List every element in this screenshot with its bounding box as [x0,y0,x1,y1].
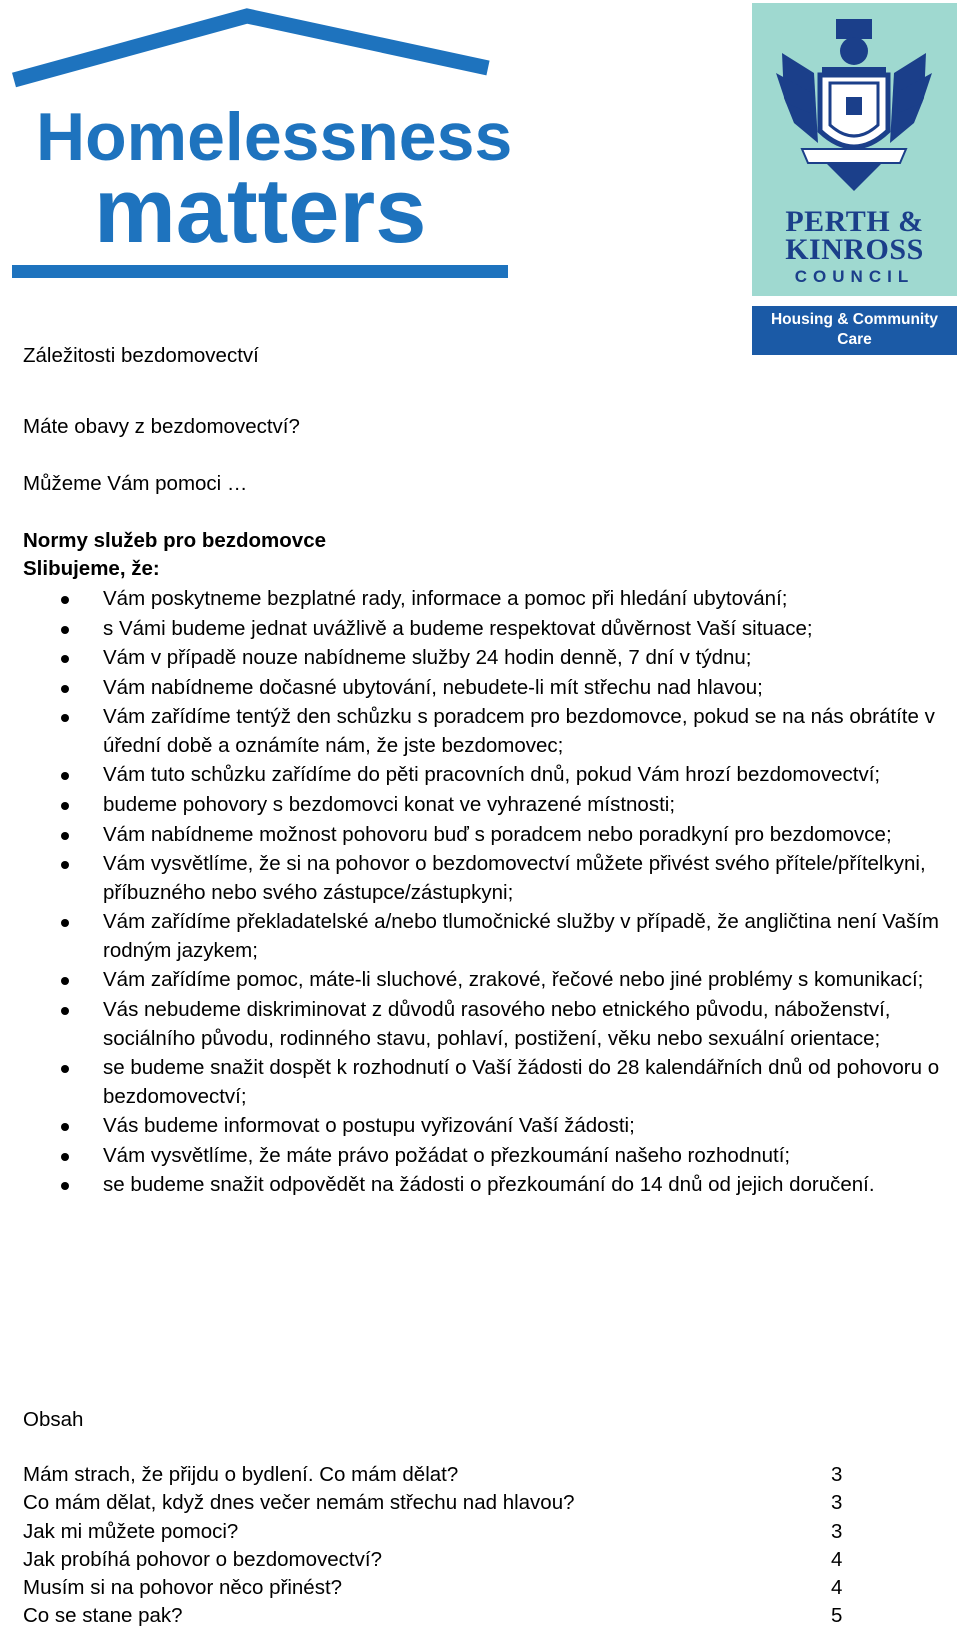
council-logo-panel [752,3,957,296]
toc-entry-page: 5 [831,1604,843,1628]
help-line: Můžeme Vám pomoci … [23,472,248,495]
list-item: Vám nabídneme dočasné ubytování, nebudete-li mít střechu nad hlavou; [0,674,960,703]
bullet-icon [61,655,69,663]
service-standards-title: Normy služeb pro bezdomovce [23,529,327,552]
bullet-icon [61,1153,69,1161]
list-item: Vám v případě nouze nabídneme služby 24 hodin denně, 7 dní v týdnu; [0,644,960,673]
list-item: Vám vysvětlíme, že si na pohovor o bezdomovectví můžete přivést svého přítele/přítelkyni, příbuzného nebo svého zástupce/zástupkyni; [0,850,960,907]
logo-text-homelessness: Homelessness [36,99,513,175]
homelessness-matters-logo [10,8,530,293]
toc-entry-page: 4 [831,1547,843,1571]
list-item: Vám nabídneme možnost pohovoru buď s poradcem nebo poradkyní pro bezdomovce; [0,821,960,850]
bullet-icon [61,1123,69,1131]
council-department-banner [752,306,957,355]
document-heading: Záležitosti bezdomovectví [23,344,259,367]
perth-kinross-council-logo [752,3,957,355]
logo-text-matters: matters [94,160,427,262]
council-name-line2: KINROSS [785,233,924,266]
toc-entry-page: 3 [831,1463,843,1486]
bullet-icon [61,977,69,985]
toc-entry[interactable] [23,1461,853,1489]
toc-entry-title: Mám strach, že přijdu o bydlení. Co mám dělat? [23,1463,459,1486]
bullet-icon [61,626,69,634]
toc-entry-title: Co se stane pak? [23,1604,183,1628]
list-item: se budeme snažit odpovědět na žádosti o přezkoumání do 14 dnů od jejich doručení. [0,1171,960,1200]
list-item: Vám zařídíme pomoc, máte-li sluchové, zrakové, řečové nebo jiné problémy s komunikací; [0,966,960,995]
toc-entry-title: Jak probíhá pohovor o bezdomovectví? [23,1547,382,1571]
bullet-icon [61,1182,69,1190]
bullet-icon [61,861,69,869]
list-item: Vám poskytneme bezplatné rady, informace a pomoc při hledání ubytování; [0,585,960,614]
list-item: se budeme snažit dospět k rozhodnutí o Vaší žádosti do 28 kalendářních dnů od pohovoru o bezdomovectví; [0,1054,960,1111]
bullet-icon [61,1065,69,1073]
toc-entry-page: 4 [831,1576,843,1600]
bullet-icon [61,685,69,693]
table-of-contents [23,1461,853,1631]
toc-entry[interactable] [23,1602,853,1630]
bullet-icon [61,596,69,604]
list-item: Vám tuto schůzku zařídíme do pěti pracovních dnů, pokud Vám hrozí bezdomovectví; [0,761,960,790]
toc-entry-title: Musím si na pohovor něco přinést? [23,1576,343,1600]
toc-entry[interactable] [23,1518,853,1546]
bullet-icon [61,832,69,840]
bullet-icon [61,1007,69,1015]
list-item: budeme pohovory s bezdomovci konat ve vyhrazené místnosti; [0,791,960,820]
list-item: Vám zařídíme překladatelské a/nebo tlumočnické služby v případě, že angličtina není Vaším rodným jazykem; [0,908,960,965]
list-item: Vás budeme informovat o postupu vyřizování Vaší žádosti; [0,1112,960,1141]
toc-entry-page: 3 [831,1491,843,1515]
list-item: Vám vysvětlíme, že máte právo požádat o přezkoumání našeho rozhodnutí; [0,1142,960,1171]
list-item: Vás nebudeme diskriminovat z důvodů rasového nebo etnického původu, náboženství, sociálního původu, rodinného stavu, pohlaví, postižení, věku nebo sexuální orientace; [0,996,960,1053]
council-department: Housing & Community Care [770,311,939,348]
question-line: Máte obavy z bezdomovectví? [23,415,300,438]
council-name-line1: PERTH & [785,205,924,238]
toc-entry[interactable] [23,1546,853,1574]
promises-list [0,585,960,1201]
list-item: s Vámi budeme jednat uvážlivě a budeme respektovat důvěrnost Vaší situace; [0,615,960,644]
bullet-icon [61,919,69,927]
toc-entry[interactable] [23,1574,853,1602]
bullet-icon [61,772,69,780]
toc-entry-title: Co mám dělat, když dnes večer nemám střechu nad hlavou? [23,1491,575,1515]
contents-title: Obsah [23,1408,84,1431]
council-crest-icon [774,13,934,198]
bullet-icon [61,802,69,810]
promise-title: Slibujeme, že: [23,557,160,580]
list-item: Vám zařídíme tentýž den schůzku s poradcem pro bezdomovce, pokud se na nás obrátíte v úřední době a oznámíte nám, že jste bezdomovec; [0,703,960,760]
council-word: COUNCIL [794,267,915,286]
toc-entry[interactable] [23,1489,853,1517]
bullet-icon [61,714,69,722]
toc-entry-page: 3 [831,1519,843,1543]
toc-entry-title: Jak mi můžete pomoci? [23,1519,239,1543]
